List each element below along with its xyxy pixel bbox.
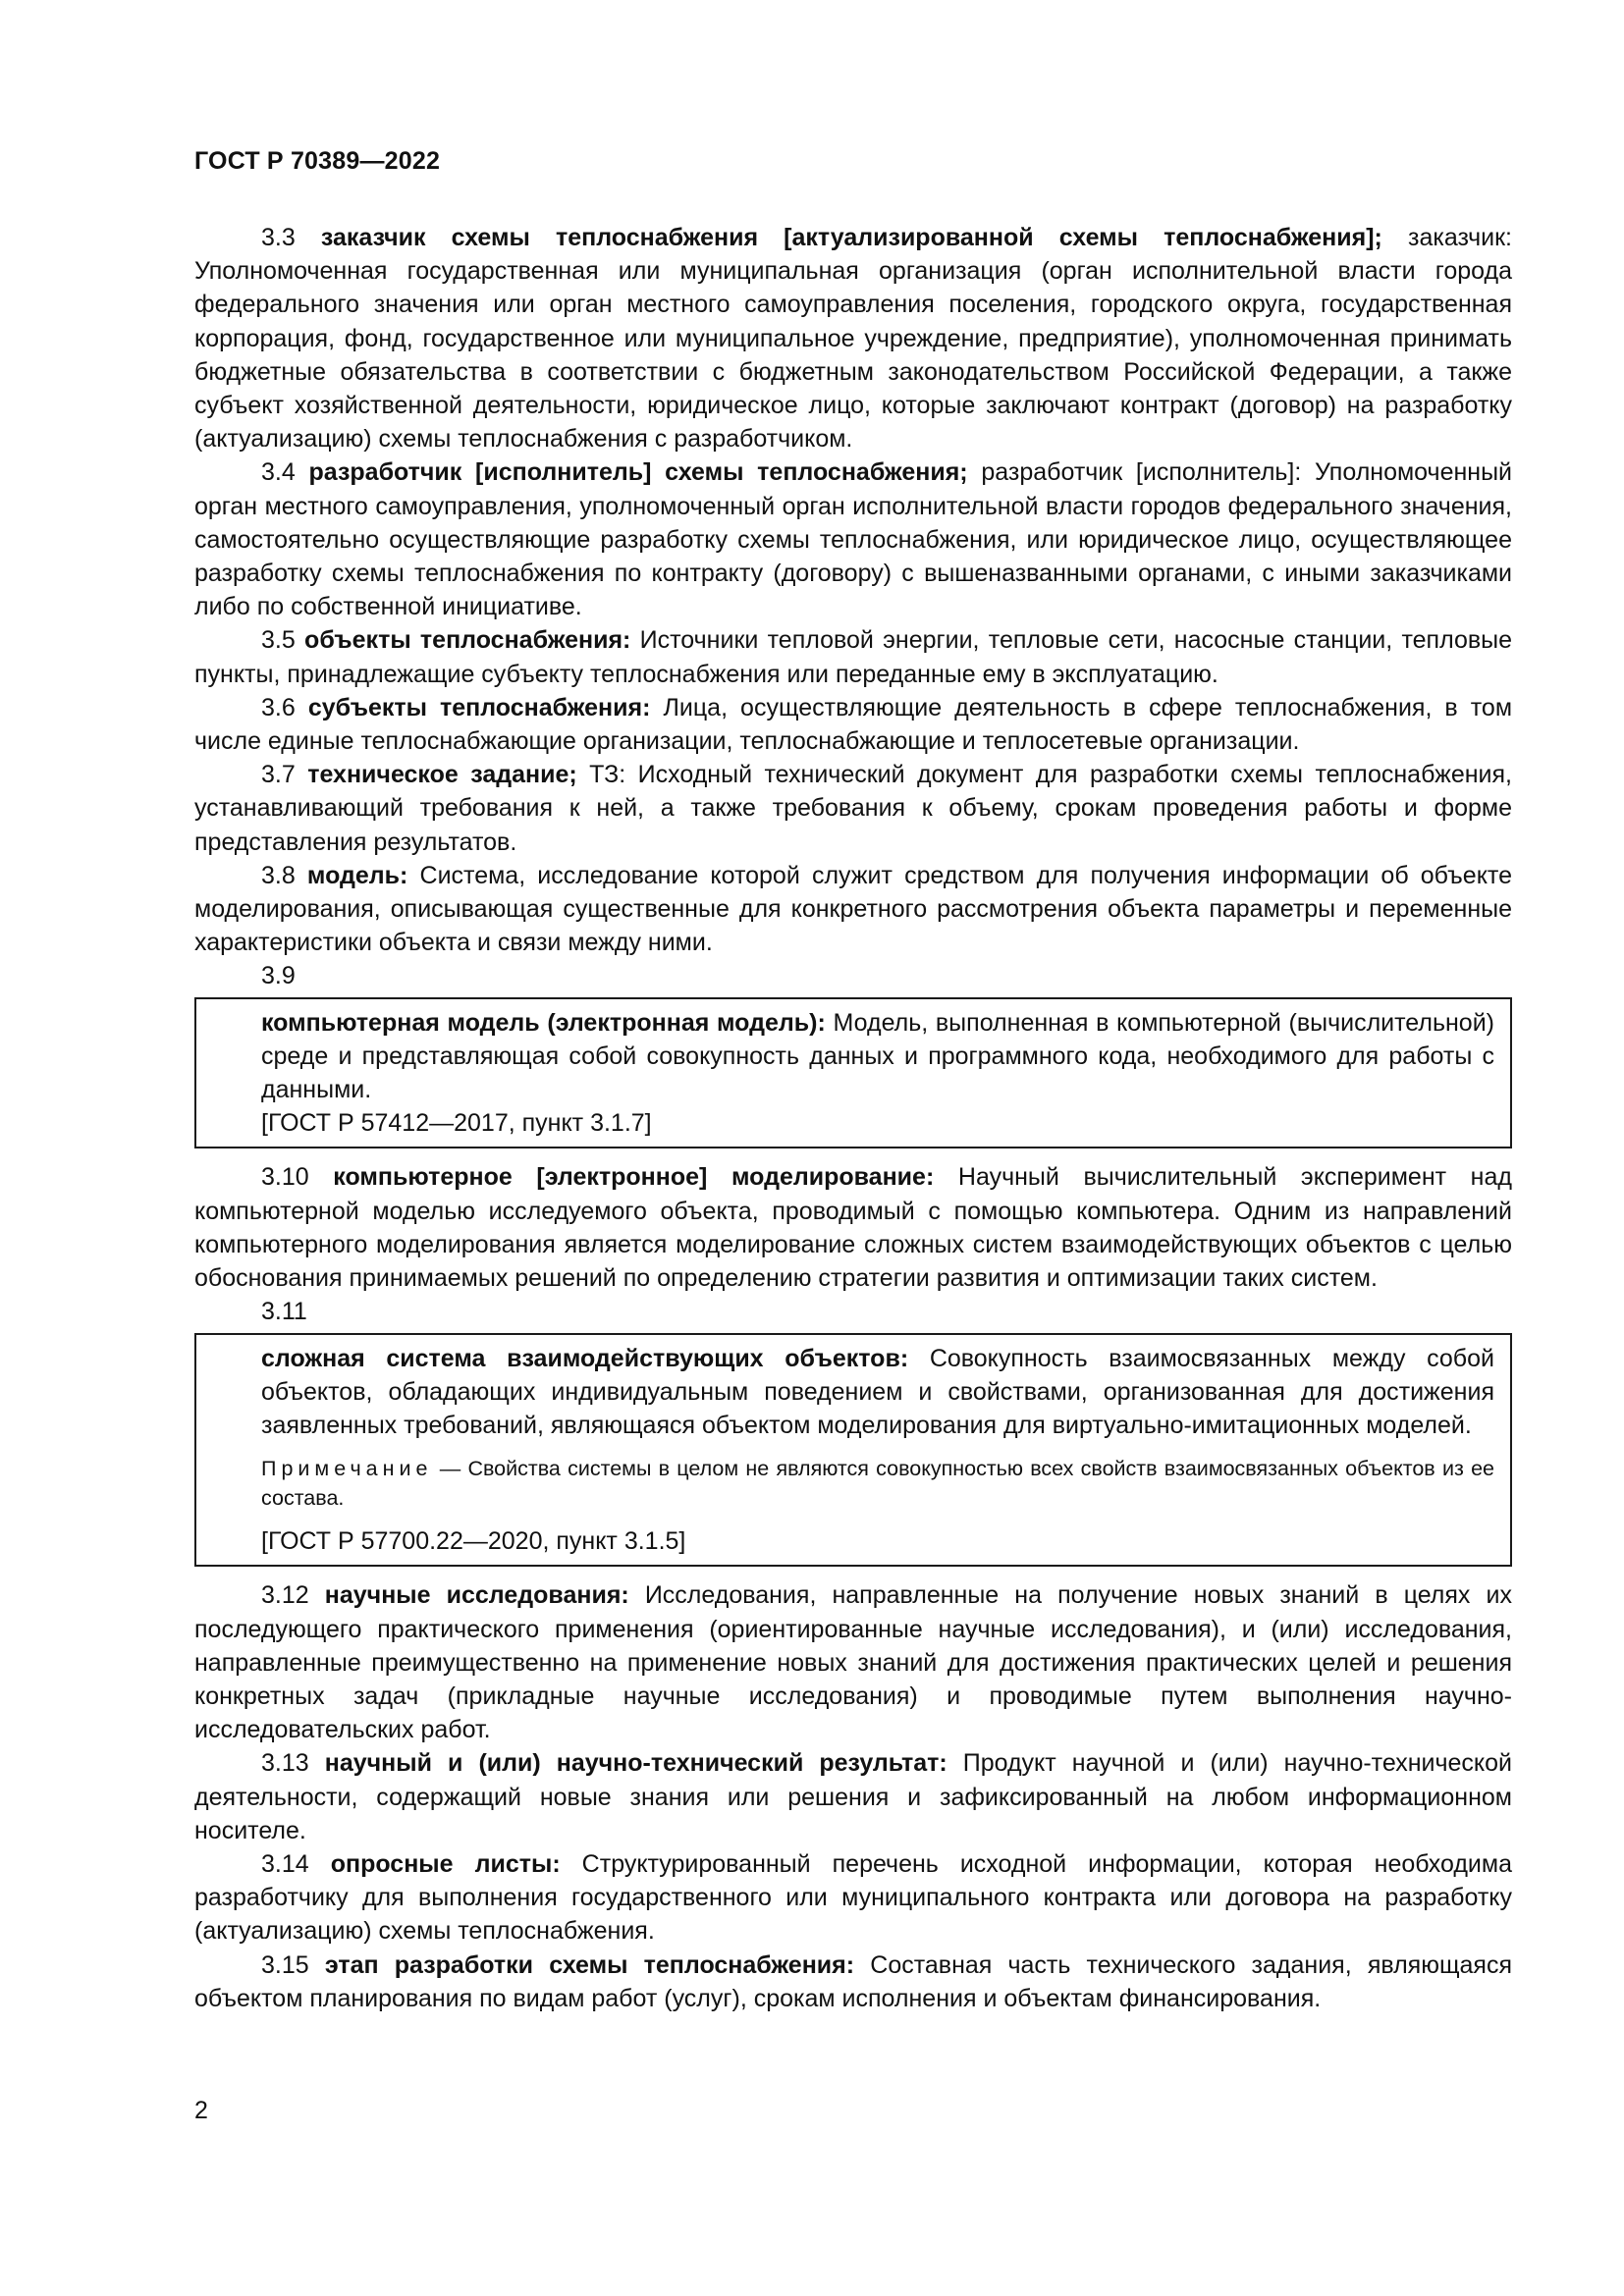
document-body (194, 221, 1512, 2015)
definition-3-11-number (194, 1295, 1512, 1328)
term: опросные листы: (330, 1849, 561, 1878)
section-number: 3.6 (261, 693, 296, 721)
section-number: 3.10 (261, 1163, 309, 1192)
quoted-definition (261, 1006, 1494, 1107)
definition-3-10 (194, 1160, 1512, 1295)
definition-text: Источники тепловой энергии, тепловые сети, насосные станции, тепловые пункты, принадлежащие субъекту теплоснабжения или переданные ему в эксплуатацию. (194, 626, 1513, 688)
term: научные исследования: (324, 1581, 629, 1610)
definition-text: Составная часть технического задания, являющаяся объектом планирования по видам работ (услуг), срокам исполнения и объектам финансирования. (194, 1950, 1512, 2012)
term: научный и (или) научно-технический результат: (324, 1749, 947, 1778)
page-number: 2 (194, 2097, 208, 2124)
section-number: 3.14 (261, 1849, 309, 1878)
note-text: — Свойства системы в целом не являются совокупностью всех свойств взаимосвязанных объектов из ее состава. (261, 1457, 1494, 1511)
definition-3-8 (194, 859, 1512, 960)
definition-3-5 (194, 623, 1512, 690)
definition-3-15 (194, 1949, 1512, 2015)
definition-text: заказчик: Уполномоченная государственная или муниципальная организация (орган исполнительной власти города федерального значения или орган местного самоуправления поселения, городского округа, государственная корпорация, фонд, государственное или муниципальное учреждение, предприятие), уполномоченная принимать бюджетные обязательства в соответствии с бюджетным законодательством Российской Федерации, а также субъект хозяйственной деятельности, юридическое лицо, которые заключают контракт (договор) на разработку (актуализацию) схемы теплоснабжения с разработчиком. (194, 224, 1512, 454)
source-reference: [ГОСТ Р 57700.22—2020, пункт 3.1.5] (261, 1527, 686, 1556)
definition-text: ТЗ: Исходный технический документ для разработки схемы теплоснабжения, устанавливающий требования к ней, а также требования к объему, срокам проведения работы и форме представления результатов. (194, 761, 1512, 856)
section-number: 3.11 (261, 1298, 307, 1326)
definition-3-6 (194, 691, 1512, 758)
term: этап разработки схемы теплоснабжения: (324, 1950, 855, 1979)
section-number: 3.12 (261, 1581, 309, 1610)
source-reference: [ГОСТ Р 57412—2017, пункт 3.1.7] (261, 1109, 652, 1138)
definition-text: Исследования, направленные на получение новых знаний в целях их последующего практического применения (ориентированные научные исследования), и (или) исследования, направленные преимущественно на применение новых знаний для достижения практических целей и решения конкретных задач (прикладные научные исследования) и проводимые путем выполнения научно-исследовательских работ. (194, 1581, 1512, 1744)
section-number: 3.3 (261, 224, 296, 251)
definition-3-4 (194, 455, 1512, 623)
section-number: 3.9 (261, 962, 296, 990)
term: компьютерная модель (электронная модель): (261, 1008, 826, 1037)
quoted-definition (261, 1342, 1494, 1443)
section-number: 3.15 (261, 1950, 309, 1979)
definition-text: Модель, выполненная в компьютерной (вычислительной) среде и представляющая собой совокупность данных и программного кода, необходимого для работы с данными. (261, 1008, 1494, 1104)
definition-text: Научный вычислительный эксперимент над компьютерной моделью исследуемого объекта, проводимый с помощью компьютера. Одним из направлений компьютерного моделирования является моделирование сложных систем взаимодействующих объектов с целью обоснования принимаемых решений по определению стратегии развития и оптимизации таких систем. (194, 1163, 1512, 1293)
term: компьютерное [электронное] моделирование: (333, 1163, 935, 1192)
definition-text: Система, исследование которой служит средством для получения информации об объекте моделирования, описывающая существенные для конкретного рассмотрения объекта параметры и переменные характеристики объекта и связи между ними. (194, 861, 1512, 957)
definition-3-12 (194, 1578, 1512, 1746)
term: субъекты теплоснабжения: (307, 693, 651, 721)
definition-3-9-number (194, 959, 1512, 992)
definition-3-3 (194, 221, 1512, 455)
note (261, 1454, 1494, 1513)
term: модель: (306, 861, 408, 889)
section-number: 3.7 (261, 761, 296, 789)
definition-3-7 (194, 758, 1512, 859)
term: сложная система взаимодействующих объектов: (261, 1344, 909, 1372)
document-header: ГОСТ Р 70389—2022 (194, 147, 441, 175)
quoted-definition-box-3-9 (194, 997, 1512, 1149)
quoted-definition-box-3-11 (194, 1333, 1512, 1568)
section-number: 3.13 (261, 1749, 309, 1778)
definition-3-13 (194, 1746, 1512, 1847)
term: разработчик [исполнитель] схемы теплоснабжения; (308, 458, 968, 487)
section-number: 3.5 (261, 626, 296, 655)
definition-text: разработчик [исполнитель]: Уполномоченный орган местного самоуправления, уполномоченный орган исполнительной власти городов федерального значения, самостоятельно осуществляющие разработку схемы теплоснабжения, или юридическое лицо, осуществляющее разработку схемы теплоснабжения по контракту (договору) с вышеназванными органами, с иными заказчиками либо по собственной инициативе. (194, 458, 1513, 621)
term: заказчик схемы теплоснабжения [актуализированной схемы теплоснабжения]; (320, 224, 1382, 251)
section-number: 3.4 (261, 458, 296, 487)
definition-text: Продукт научной и (или) научно-технической деятельности, содержащий новые знания или решения и зафиксированный на любом информационном носителе. (194, 1749, 1512, 1844)
definition-3-14 (194, 1847, 1512, 1949)
term: техническое задание; (307, 761, 577, 789)
note-label: Примечание (261, 1457, 433, 1481)
term: объекты теплоснабжения: (304, 626, 631, 655)
definition-text: Структурированный перечень исходной информации, которая необходима разработчику для выполнения государственного или муниципального контракта или договора на разработку (актуализацию) схемы теплоснабжения. (194, 1849, 1512, 1946)
definition-text: Лица, осуществляющие деятельность в сфере теплоснабжения, в том числе единые теплоснабжающие организации, теплоснабжающие и теплосетевые организации. (194, 693, 1513, 756)
definition-text: Совокупность взаимосвязанных между собой объектов, обладающих индивидуальным поведением и свойствами, организованная для достижения заявленных требований, являющаяся объектом моделирования для виртуально-имитационных моделей. (261, 1344, 1494, 1439)
section-number: 3.8 (261, 861, 296, 889)
